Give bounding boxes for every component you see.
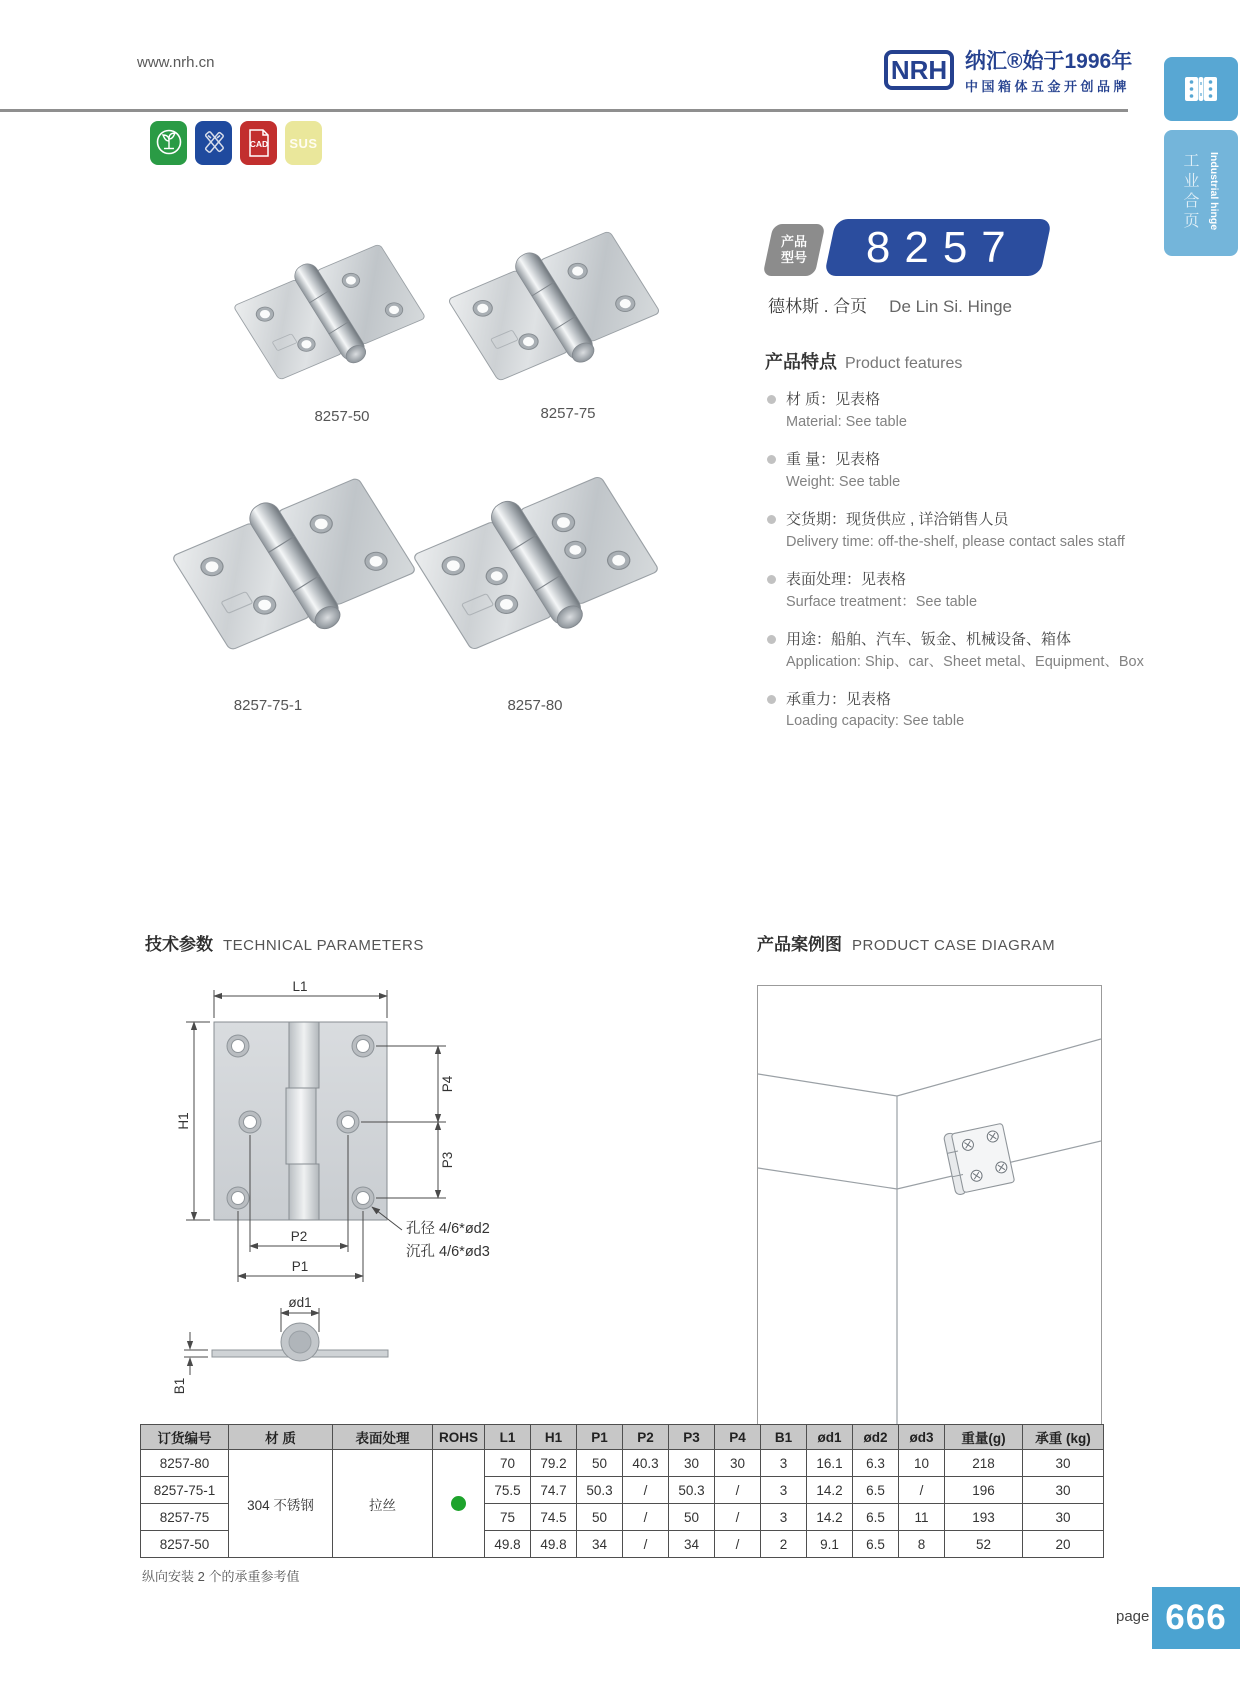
cell: / [623,1477,669,1504]
cell: 74.5 [531,1504,577,1531]
col-header: H1 [531,1425,577,1450]
cell: 75 [485,1504,531,1531]
dim-b1: B1 [172,1377,187,1395]
surface-cell: 拉丝 [333,1450,433,1558]
product-photo-8257-80 [390,440,682,686]
page-number-box [1152,1587,1240,1649]
cell: 11 [899,1504,945,1531]
feature-item: 交货期：现货供应 , 详洽销售人员 Delivery time: off-the-shelf, please contact sales staff [765,509,1145,554]
spec-table [140,1424,1104,1558]
hole-callout-2: 沉孔 4/6*ød3 [406,1244,490,1260]
cell: / [715,1477,761,1504]
cell: 30 [1023,1450,1104,1477]
case-diagram-heading: 产品案例图 PRODUCT CASE DIAGRAM [757,935,1056,954]
model-name-en: De Lin Si. Hinge [889,297,1013,316]
cell: 34 [669,1531,715,1558]
model-name-cn: 德林斯 . 合页 [768,297,868,316]
cell: 20 [1023,1531,1104,1558]
cell: 196 [945,1477,1023,1504]
cell: 10 [899,1450,945,1477]
table-note: 纵向安装 2 个的承重参考值 [142,1569,300,1584]
col-header: 表面处理 [333,1425,433,1450]
table-row [141,1450,1104,1477]
cell: 30 [715,1450,761,1477]
design-tools-icon [195,121,232,165]
cell: 14.2 [807,1504,853,1531]
model-name [768,292,1012,317]
product-label: 8257-50 [314,408,370,425]
tech-parameters-heading: 技术参数 TECHNICAL PARAMETERS [145,935,424,954]
header-divider [0,109,1128,112]
features-title: 产品特点 Product features [765,352,963,372]
page-label: page [1116,1608,1150,1625]
cell: / [623,1504,669,1531]
cell: / [899,1477,945,1504]
cell: 30 [669,1450,715,1477]
col-header: ød3 [899,1425,945,1450]
product-features [765,348,1145,734]
technical-drawing [150,960,630,1395]
cell: 40.3 [623,1450,669,1477]
cell: 50.3 [577,1477,623,1504]
cell: 79.2 [531,1450,577,1477]
brand-slogan-line2: 中国箱体五金开创品牌 [965,79,1131,95]
col-header: P3 [669,1425,715,1450]
col-header: 材 质 [229,1425,333,1450]
order-no-cell: 8257-50 [141,1531,229,1558]
feature-item: 表面处理：见表格 Surface treatment：See table [765,569,1145,614]
col-header: P2 [623,1425,669,1450]
dim-od1: ød1 [288,1295,312,1310]
cell: 30 [1023,1477,1104,1504]
col-header: B1 [761,1425,807,1450]
material-cell: 304 不锈钢 [229,1450,333,1558]
tab-industrial-hinge [1164,130,1238,256]
cell: 74.7 [531,1477,577,1504]
feature-item: 用途：船舶、汽车、钣金、机械设备、箱体 Application: Ship、car、Sheet metal、Equipment、Box [765,629,1145,674]
cell: / [715,1531,761,1558]
hinge-icon [1182,70,1220,108]
cell: 50 [577,1450,623,1477]
order-no-cell: 8257-75 [141,1504,229,1531]
product-photo-8257-75 [420,200,688,412]
spec-table-header-row [141,1425,1104,1450]
cell: 2 [761,1531,807,1558]
product-label: 8257-75-1 [233,697,303,714]
certification-badges [150,121,322,165]
dim-p1: P1 [291,1259,309,1274]
dim-h1: H1 [176,1112,191,1130]
brand-slogan-line1: 纳汇®始于1996年 [965,50,1133,73]
product-label: 8257-80 [507,697,563,714]
model-badge-prefix [762,224,825,276]
col-header: P4 [715,1425,761,1450]
feature-item: 重 量：见表格 Weight: See table [765,449,1145,494]
col-header: P1 [577,1425,623,1450]
cell: 16.1 [807,1450,853,1477]
col-header: ød2 [853,1425,899,1450]
cell: 3 [761,1504,807,1531]
eco-icon [150,121,187,165]
cell: 52 [945,1531,1023,1558]
nrh-logo-mark: NRH [884,50,954,90]
cell: 3 [761,1477,807,1504]
col-header: L1 [485,1425,531,1450]
order-no-cell: 8257-80 [141,1450,229,1477]
cell: 6.3 [853,1450,899,1477]
brand-logo [884,50,1132,95]
cell: 6.5 [853,1477,899,1504]
cell: 193 [945,1504,1023,1531]
cell: 8 [899,1531,945,1558]
model-number-badge [824,219,1052,276]
cell: 50 [669,1504,715,1531]
model-badge-line2: 型号 [780,250,807,265]
cell: 30 [1023,1504,1104,1531]
tab-label-cn: 工业合页 [1181,152,1198,232]
col-header: 重量(g) [945,1425,1023,1450]
sus-material-icon [285,121,322,165]
cad-file-icon [240,121,277,165]
tab-label-en: Industrial hinge [1208,152,1220,231]
cell: 14.2 [807,1477,853,1504]
hole-callout-1: 孔径 4/6*ød2 [406,1221,490,1237]
order-no-cell: 8257-75-1 [141,1477,229,1504]
dim-p2: P2 [290,1229,308,1244]
model-badge-line1: 产品 [780,233,807,249]
rohs-dot [451,1496,466,1511]
tab-hinge-category [1164,57,1238,121]
cell: 50 [577,1504,623,1531]
cell: 70 [485,1450,531,1477]
product-label: 8257-75 [540,405,596,422]
cell: 6.5 [853,1531,899,1558]
col-header: ROHS [433,1425,485,1450]
feature-item: 承重力：见表格 Loading capacity: See table [765,689,1145,734]
svg-text:CAD: CAD [249,139,268,149]
col-header: 承重 (kg) [1023,1425,1104,1450]
cell: 9.1 [807,1531,853,1558]
product-photo-8257-50 [222,216,437,408]
feature-item: 材 质：见表格 Material: See table [765,389,1145,434]
model-number: 8257 [866,222,1020,272]
dim-p3: P3 [440,1151,455,1169]
col-header: ød1 [807,1425,853,1450]
rohs-cell [433,1450,485,1558]
cell: / [623,1531,669,1558]
cell: 49.8 [485,1531,531,1558]
cell: 218 [945,1450,1023,1477]
cell: 34 [577,1531,623,1558]
cell: 50.3 [669,1477,715,1504]
cell: 6.5 [853,1504,899,1531]
dim-p4: P4 [440,1075,455,1093]
site-url: www.nrh.cn [137,54,215,71]
case-hinge-icon [943,1122,1015,1195]
col-header: 订货编号 [141,1425,229,1450]
cell: 3 [761,1450,807,1477]
sus-label: SUS [289,135,318,151]
dim-l1: L1 [292,979,308,994]
cell: / [715,1504,761,1531]
cell: 75.5 [485,1477,531,1504]
page-number: 666 [1165,1598,1227,1637]
cell: 49.8 [531,1531,577,1558]
